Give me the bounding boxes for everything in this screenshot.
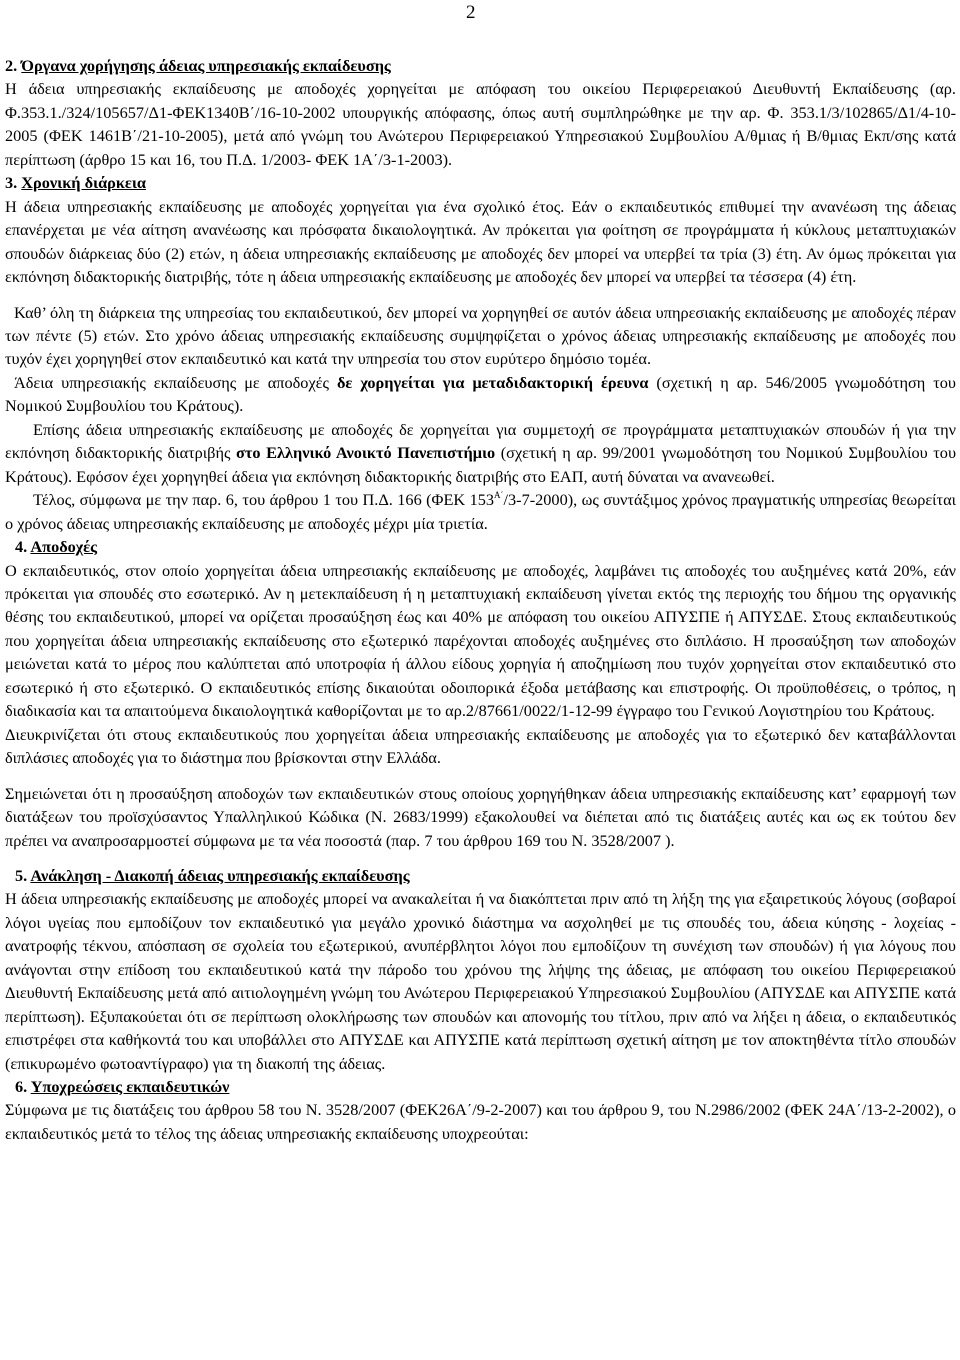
section-3-paragraph-5-superscript: Α΄	[494, 490, 504, 501]
section-3-title: Χρονική διάρκεια	[21, 173, 147, 193]
page-number: 2	[466, 2, 476, 23]
section-5-heading	[5, 864, 956, 887]
section-4-heading	[5, 535, 956, 558]
section-4-title: Αποδοχές	[30, 537, 97, 557]
section-3-paragraph-2: Καθ’ όλη τη διάρκεια της υπηρεσίας του εκπαιδευτικού, δεν μπορεί να χορηγηθεί σε αυτόν άδεια υπηρεσιακής εκπαίδευσης με αποδοχές πέραν των πέντε (5) ετών. Στο χρόνο άδειας υπηρεσιακής εκπαίδευσης συμψηφίζεται ο χρόνος άδειας υπηρεσιακής εκπαίδευσης με αποδοχές που τυχόν έχει χορηγηθεί στον εκπαιδευτικό και κατά την υπηρεσία του στον ευρύτερο δημόσιο τομέα.	[5, 302, 956, 369]
section-5-paragraph-1: Η άδεια υπηρεσιακής εκπαίδευσης με αποδοχές μπορεί να ανακαλείται ή να διακόπτεται πριν από τη λήξη της για εξαιρετικούς λόγους (σοβαροί λόγοι υγείας που εμποδίζουν τον εκπαιδευτικό για μεγάλο χρονικό διάστημα να ασχοληθεί με τις σπουδές του, άδεια κύησης - λοχείας - ανατροφής τέκνου, απόσπαση σε σχολεία του εξωτερικού, ανυπέρβλητοι λόγοι που εμποδίζουν τη συνέχιση των σπουδών) ή για λόγους που ανάγονται στην επίδοση του εκπαιδευτικού κατά την πάροδο του χρόνου της λήψης της άδειας, με απόφαση του οικείου Περιφερειακού Διευθυντή Εκπαίδευσης μετά από αιτιολογημένη γνώμη του Ανώτερου Περιφερειακού Υπηρεσιακού Συμβουλίου (ΑΠΥΣΔΕ και ΑΠΥΣΠΕ κατά περίπτωση). Εξυπακούεται ότι σε περίπτωση ολοκλήρωσης των σπουδών και απονομής του τίτλου, πριν από να λήξει η άδεια, ο εκπαιδευτικός επιστρέφει στα καθήκοντά του και υποβάλλει στο ΑΠΥΣΔΕ και ΑΠΥΣΠΕ κατά περίπτωση σχετική αίτηση με τον αποκτηθέντα τίτλο σπουδών (επικυρωμένο φωτοαντίγραφο) για τη διακοπή της άδειας.	[5, 889, 956, 1073]
section-3-number: 3.	[5, 173, 18, 193]
section-5-title: Ανάκληση - Διακοπή άδειας υπηρεσιακής εκπαίδευσης	[30, 865, 410, 885]
section-2-title: Όργανα χορήγησης άδειας υπηρεσιακής εκπαίδευσης	[21, 56, 391, 75]
section-6-number: 6.	[15, 1077, 28, 1097]
section-4-paragraph-2: Διευκρινίζεται ότι στους εκπαιδευτικούς που χορηγείται άδεια υπηρεσιακής εκπαίδευσης με αποδοχές για το εξωτερικό δεν καταβάλλονται διπλάσιες αποδοχές για το διάστημα που βρίσκονται στην Ελλάδα.	[5, 724, 956, 768]
section-3-paragraph-4	[5, 418, 956, 488]
document-body	[5, 54, 956, 1145]
section-4-number: 4.	[15, 537, 28, 557]
section-3-paragraph-3	[5, 371, 956, 418]
section-5-number: 5.	[15, 865, 28, 885]
section-3-paragraph-4-bold: στο Ελληνικό Ανοικτό Πανεπιστήμιο	[236, 443, 496, 463]
section-3-paragraph-3-text-a: Άδεια υπηρεσιακής εκπαίδευσης με αποδοχές	[14, 372, 337, 392]
section-2-paragraph-1: Η άδεια υπηρεσιακής εκπαίδευσης με αποδοχές χορηγείται με απόφαση του οικείου Περιφερειακού Διευθυντή Εκπαίδευσης (αρ. Φ.353.1./324/105657/Δ1-ΦΕΚ1340Β΄/16-10-2002 υπουργικής απόφασης, όπως αυτή συμπληρώθηκε με την αρ. Φ. 353.1/3/102865/Δ1/4-10-2005 (ΦΕΚ 1461Β΄/21-10-2005), μετά από γνώμη του Ανώτερου Περιφερειακού Υπηρεσιακού Συμβουλίου Α/θμιας ή Β/θμιας Εκπ/σης κατά περίπτωση (άρθρο 15 και 16, του Π.Δ. 1/2003- ΦΕΚ 1Α΄/3-1-2003).	[5, 79, 956, 169]
section-3-paragraph-5	[5, 488, 956, 535]
section-3-paragraph-5-text-b: /3-7-2000), ως συντάξιμος χρόνος πραγματικής υπηρεσίας θεωρείται ο χρόνος άδειας υπηρεσιακής εκπαίδευσης με αποδοχές μέχρι μία τριετία.	[5, 490, 956, 533]
section-6-title: Υποχρεώσεις εκπαιδευτικών	[30, 1077, 230, 1097]
section-3-paragraph-3-bold: δε χορηγείται για μεταδιδακτορική έρευνα	[336, 372, 649, 392]
section-3-paragraph-4-text-b: (σχετική η αρ. 99/2001 γνωμοδότηση του Νομικού Συμβουλίου του Κράτους). Εφόσον έχει χορηγηθεί άδεια για εκπόνηση διδακτορικής διατριβής στο ΕΑΠ, αυτή δύναται να ανανεωθεί.	[5, 443, 957, 486]
section-4-paragraph-1: Ο εκπαιδευτικός, στον οποίο χορηγείται άδεια υπηρεσιακής εκπαίδευσης με αποδοχές, λαμβάνει τις αποδοχές του αυξημένες κατά 20%, εάν πρόκειται για σπουδές στο εσωτερικό. Αν η μετεκπαίδευση ή η μεταπτυχιακή εκπαίδευση γίνεται εκτός της περιοχής του δήμου της οργανικής θέσης του εκπαιδευτικού, μπορεί να ορίζεται προσαύξηση έως και 40% με απόφαση του οικείου ΑΠΥΣΠΕ ή ΑΠΥΣΔΕ. Στους εκπαιδευτικούς που χορηγείται άδεια υπηρεσιακής εκπαίδευσης στο εξωτερικό παρέχονται αποδοχές αυξημένες στο διπλάσιο. Η προσαύξηση των αποδοχών μειώνεται κατά το μέρος που καλύπτεται από υποτροφία ή άλλου είδους χορηγία ή αποζημίωση που τυχόν χορηγείται στον εκπαιδευτικό στο εσωτερικό ή στο εξωτερικό. Ο εκπαιδευτικός επίσης δικαιούται οδοιπορικά έξοδα μετάβασης και επιστροφής. Οι προϋποθέσεις, ο τρόπος, η διαδικασία και τα απαιτούμενα δικαιολογητικά καθορίζονται με το αρ.2/87661/0022/1-12-99 έγγραφο του Γενικού Λογιστηρίου του Κράτους.	[5, 560, 956, 721]
section-6-paragraph-1: Σύμφωνα με τις διατάξεις του άρθρου 58 του Ν. 3528/2007 (ΦΕΚ26Α΄/9-2-2007) και του άρθρου 9, του Ν.2986/2002 (ΦΕΚ 24Α΄/13-2-2002), ο εκπαιδευτικός μετά το τέλος της άδειας υπηρεσιακής εκπαίδευσης υποχρεούται:	[5, 1100, 956, 1143]
section-6-heading	[5, 1075, 956, 1098]
section-3-paragraph-1: Η άδεια υπηρεσιακής εκπαίδευσης με αποδοχές χορηγείται για ένα σχολικό έτος. Εάν ο εκπαιδευτικός επιθυμεί την ανανέωση της άδειας επανέρχεται με νέα αίτηση ανανέωσης και πρόσφατα δικαιολογητικά. Αν πρόκειται για φοίτηση σε προγράμματα ή κύκλους μεταπτυχιακών σπουδών διάρκειας δύο (2) ετών, η άδεια υπηρεσιακής εκπαίδευσης με αποδοχές δεν μπορεί να υπερβεί τα τρία (3) έτη. Αν όμως πρόκειται για εκπόνηση διδακτορικής διατριβής, τότε η άδεια υπηρεσιακής εκπαίδευσης με αποδοχές δεν μπορεί να υπερβεί τα τέσσερα (4) έτη.	[5, 196, 956, 287]
section-2-heading	[5, 54, 956, 77]
section-4-paragraph-3: Σημειώνεται ότι η προσαύξηση αποδοχών των εκπαιδευτικών στους οποίους χορηγήθηκαν άδεια υπηρεσιακής εκπαίδευσης κατ’ εφαρμογή των διατάξεων του προϊσχύσαντος Υπαλληλικού Κώδικα (Ν. 2683/1999) εξακολουθεί να διέπεται από τις διατάξεις αυτές και ως εκ τούτου δεν πρέπει να αναπροσαρμοστεί σύμφωνα με τα νέα ποσοστά (παρ. 7 του άρθρου 169 του Ν. 3528/2007 ).	[5, 783, 956, 850]
section-3-paragraph-5-text-a: Τέλος, σύμφωνα με την παρ. 6, του άρθρου 1 του Π.Δ. 166 (ΦΕΚ 153	[33, 490, 494, 510]
section-3-heading	[5, 171, 956, 194]
section-2-number: 2.	[5, 56, 18, 75]
section-3-paragraph-3-text-b: (σχετική η αρ. 546/2005 γνωμοδότηση του Νομικού Συμβουλίου του Κράτους).	[5, 372, 956, 416]
section-3-paragraph-4-text-a: Επίσης άδεια υπηρεσιακής εκπαίδευσης με αποδοχές δε χορηγείται για συμμετοχή σε προγράμματα μεταπτυχιακών σπουδών ή για την εκπόνηση διδακτορικής διατριβής	[5, 419, 956, 463]
